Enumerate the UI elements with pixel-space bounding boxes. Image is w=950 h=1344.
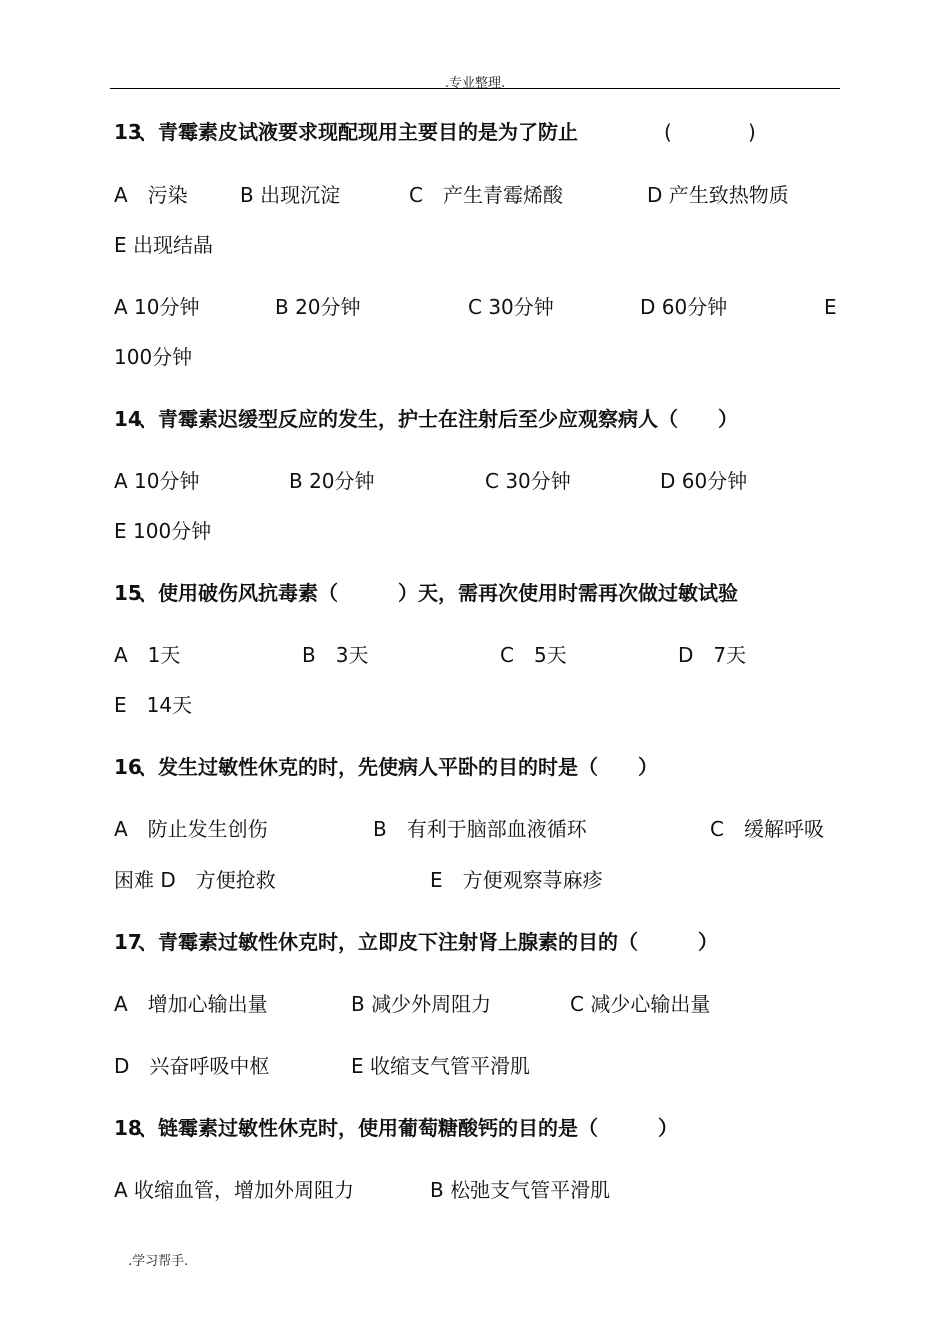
extra-option-c: C 30分钟 (468, 295, 554, 319)
option-c: C 产生青霉烯酸 (409, 183, 563, 207)
extra-option-b: B 20分钟 (275, 295, 361, 319)
question-number: 13 (114, 120, 142, 144)
question-number: 18 (114, 1116, 142, 1140)
option-d: D 兴奋呼吸中枢 (114, 1054, 270, 1078)
option-d: D 7天 (678, 643, 747, 667)
option-a: A 防止发生创伤 (114, 817, 268, 841)
extra-option-e-letter: E (824, 295, 837, 319)
question-number: 17 (114, 930, 142, 954)
option-c: C 减少心输出量 (570, 992, 711, 1016)
extra-option-a: A 10分钟 (114, 295, 200, 319)
header-rule (110, 88, 840, 89)
answer-paren-open: ( (664, 120, 672, 144)
question-text: 、发生过敏性休克的时，先使病人平卧的目的时是（ ） (138, 755, 658, 779)
option-a: A 收缩血管，增加外周阻力 (114, 1178, 355, 1202)
option-b: B 出现沉淀 (240, 183, 341, 207)
option-b: B 松弛支气管平滑肌 (430, 1178, 611, 1202)
question-text: 、青霉素皮试液要求现配现用主要目的是为了防止 (138, 120, 578, 144)
question-text: 、链霉素过敏性休克时，使用葡萄糖酸钙的目的是（ ） (138, 1116, 678, 1140)
question-number: 16 (114, 755, 142, 779)
question-number: 15 (114, 581, 142, 605)
question-number: 14 (114, 407, 142, 431)
question-text: 、青霉素过敏性休克时，立即皮下注射肾上腺素的目的（ ） (138, 930, 718, 954)
option-e: E 收缩支气管平滑肌 (351, 1054, 530, 1078)
option-a: A 污染 (114, 183, 188, 207)
option-c-continued-and-d: 困难 D 方便抢救 (114, 868, 276, 892)
option-a: A 增加心输出量 (114, 992, 268, 1016)
option-c: C 缓解呼吸 (710, 817, 824, 841)
option-b: B 3天 (302, 643, 369, 667)
option-e: E 方便观察荨麻疹 (430, 868, 603, 892)
question-text: 、青霉素迟缓型反应的发生，护士在注射后至少应观察病人（ ） (138, 407, 738, 431)
option-b: B 有利于脑部血液循环 (373, 817, 587, 841)
option-d: D 产生致热物质 (647, 183, 789, 207)
option-e: E 出现结晶 (114, 233, 213, 257)
question-text: 、使用破伤风抗毒素（ ）天，需再次使用时需再次做过敏试验 (138, 581, 738, 605)
extra-option-d: D 60分钟 (640, 295, 728, 319)
extra-option-e-value: 100分钟 (114, 345, 193, 369)
option-e: E 100分钟 (114, 519, 212, 543)
option-a: A 10分钟 (114, 469, 200, 493)
page-header: .专业整理. (444, 76, 506, 91)
option-b: B 减少外周阻力 (351, 992, 492, 1016)
page-footer: .学习帮手. (128, 1254, 189, 1269)
option-e: E 14天 (114, 693, 193, 717)
option-c: C 30分钟 (485, 469, 571, 493)
option-d: D 60分钟 (660, 469, 748, 493)
option-c: C 5天 (500, 643, 567, 667)
option-b: B 20分钟 (289, 469, 375, 493)
option-a: A 1天 (114, 643, 181, 667)
answer-paren-close: ) (748, 120, 756, 144)
